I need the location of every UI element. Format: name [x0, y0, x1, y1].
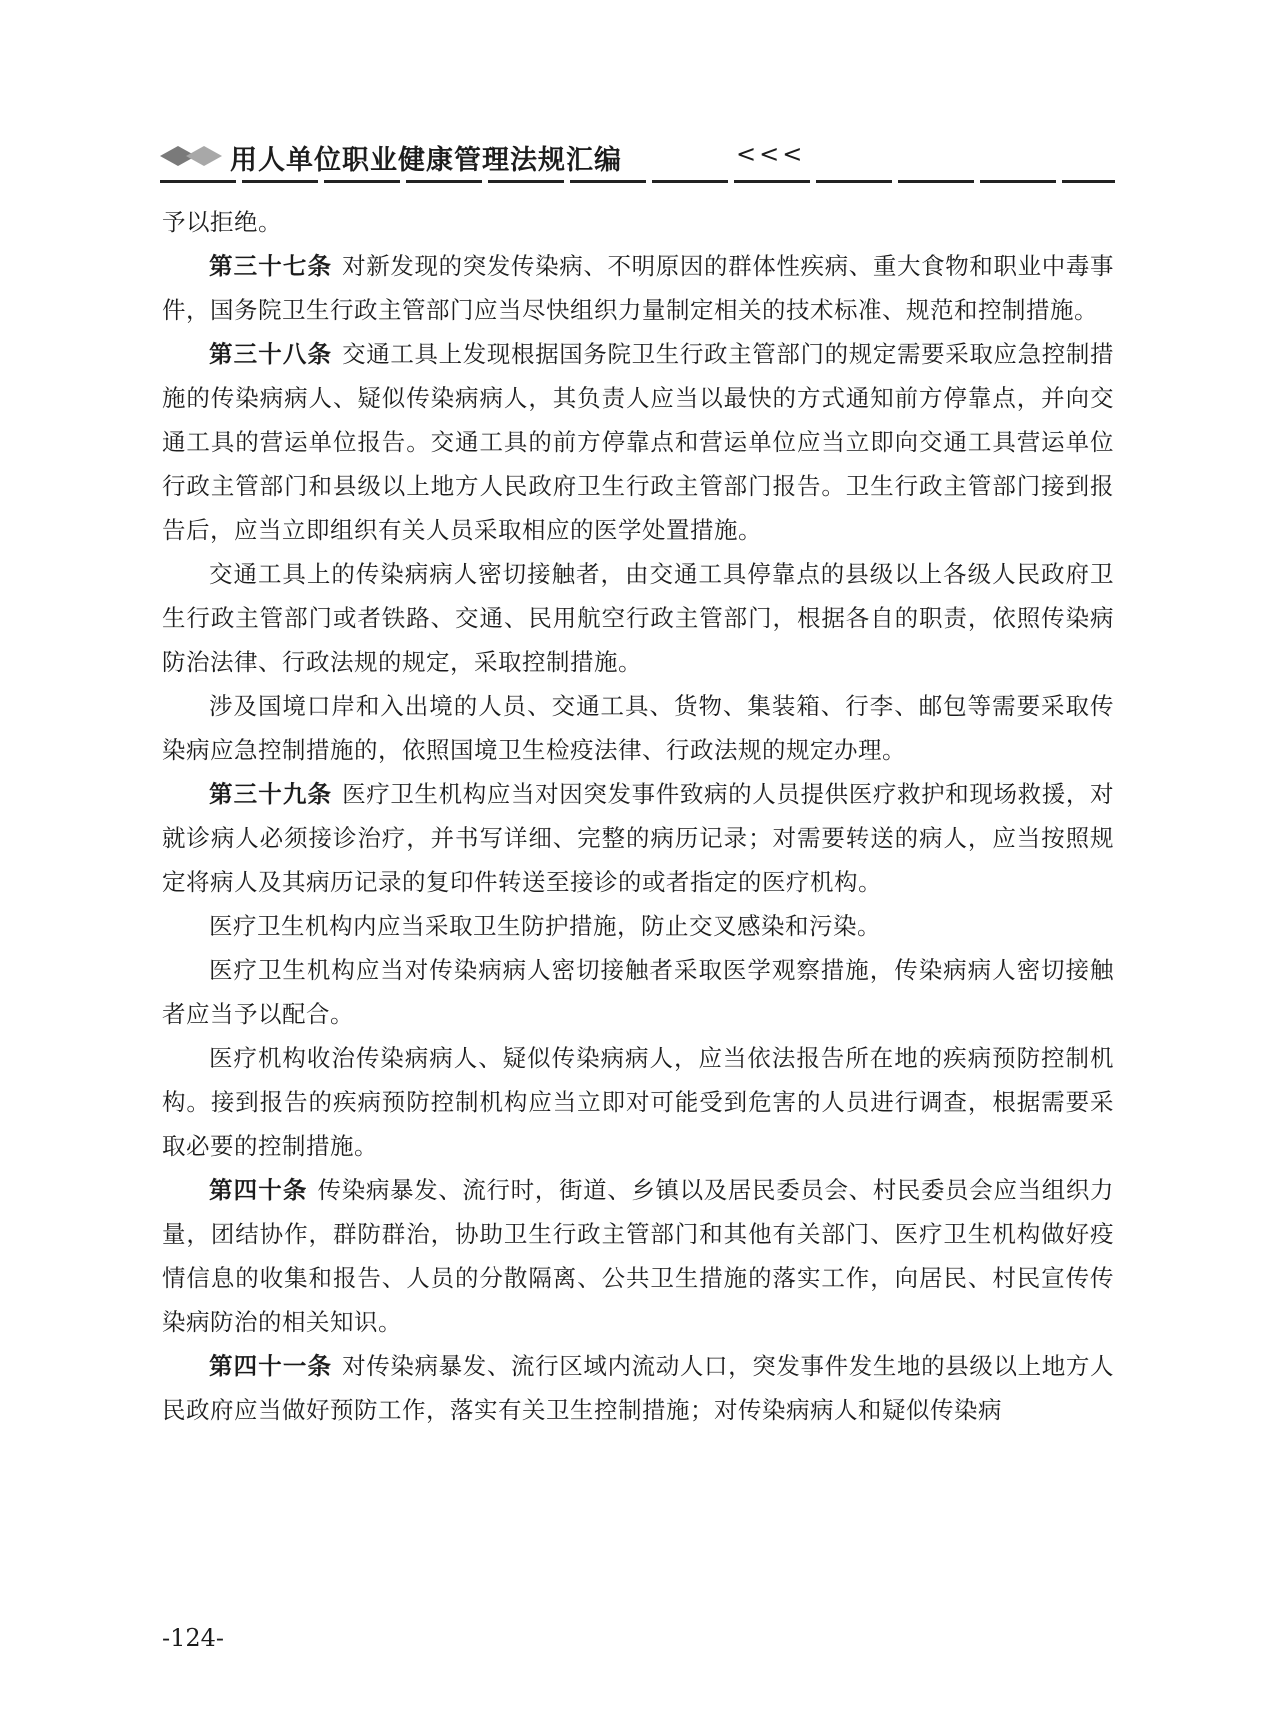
page-body	[162, 200, 1114, 1432]
paragraph: 交通工具上的传染病病人密切接触者，由交通工具停靠点的县级以上各级人民政府卫生行政主管部门或者铁路、交通、民用航空行政主管部门，根据各自的职责，依照传染病防治法律、行政法规的规定，采取控制措施。	[162, 560, 1114, 676]
paragraph: 涉及国境口岸和入出境的人员、交通工具、货物、集装箱、行李、邮包等需要采取传染病应急控制措施的，依照国境卫生检疫法律、行政法规的规定办理。	[162, 692, 1114, 764]
paragraph-article-40: 第四十条 传染病暴发、流行时，街道、乡镇以及居民委员会、村民委员会应当组织力量，团结协作，群防群治，协助卫生行政主管部门和其他有关部门、医疗卫生机构做好疫情信息的收集和报告、人员的分散隔离、公共卫生措施的落实工作，向居民、村民宣传传染病防治的相关知识。	[162, 1176, 1115, 1336]
article-heading: 第四十条	[209, 1176, 308, 1204]
paragraph-article-38: 第三十八条 交通工具上发现根据国务院卫生行政主管部门的规定需要采取应急控制措施的传染病病人、疑似传染病病人，其负责人应当以最快的方式通知前方停靠点，并向交通工具的营运单位报告。交通工具的前方停靠点和营运单位应当立即向交通工具营运单位行政主管部门和县级以上地方人民政府卫生行政主管部门报告。卫生行政主管部门接到报告后，应当立即组织有关人员采取相应的医学处置措施。	[162, 340, 1114, 544]
book-title: 用人单位职业健康管理法规汇编	[230, 145, 622, 176]
paragraph: 医疗卫生机构内应当采取卫生防护措施，防止交叉感染和污染。	[209, 912, 881, 940]
article-heading: 第三十八条	[209, 340, 333, 368]
double-diamond-icon	[160, 144, 224, 168]
paragraph: 医疗机构收治传染病病人、疑似传染病病人，应当依法报告所在地的疾病预防控制机构。接到报告的疾病预防控制机构应当立即对可能受到危害的人员进行调查，根据需要采取必要的控制措施。	[162, 1044, 1114, 1160]
running-header	[160, 128, 1115, 184]
header-rule	[160, 180, 1115, 184]
paragraph-article-39: 第三十九条 医疗卫生机构应当对因突发事件致病的人员提供医疗救护和现场救援，对就诊病人必须接诊治疗，并书写详细、完整的病历记录；对需要转送的病人，应当按照规定将病人及其病历记录的复印件转送至接诊的或者指定的医疗机构。	[162, 780, 1114, 896]
paragraph: 予以拒绝。	[162, 208, 282, 236]
paragraph-article-37: 第三十七条 对新发现的突发传染病、不明原因的群体性疾病、重大食物和职业中毒事件，国务院卫生行政主管部门应当尽快组织力量制定相关的技术标准、规范和控制措施。	[162, 252, 1114, 324]
article-heading: 第三十七条	[209, 252, 333, 280]
article-heading: 第四十一条	[209, 1352, 333, 1380]
paragraph: 医疗卫生机构应当对传染病病人密切接触者采取医学观察措施，传染病病人密切接触者应当予以配合。	[162, 956, 1114, 1028]
chevrons-decoration: <<<	[736, 140, 806, 168]
page-number: -124-	[162, 1624, 225, 1652]
paragraph-article-41: 第四十一条 对传染病暴发、流行区域内流动人口，突发事件发生地的县级以上地方人民政府应当做好预防工作，落实有关卫生控制措施；对传染病病人和疑似传染病	[162, 1352, 1114, 1424]
article-heading: 第三十九条	[209, 780, 333, 808]
